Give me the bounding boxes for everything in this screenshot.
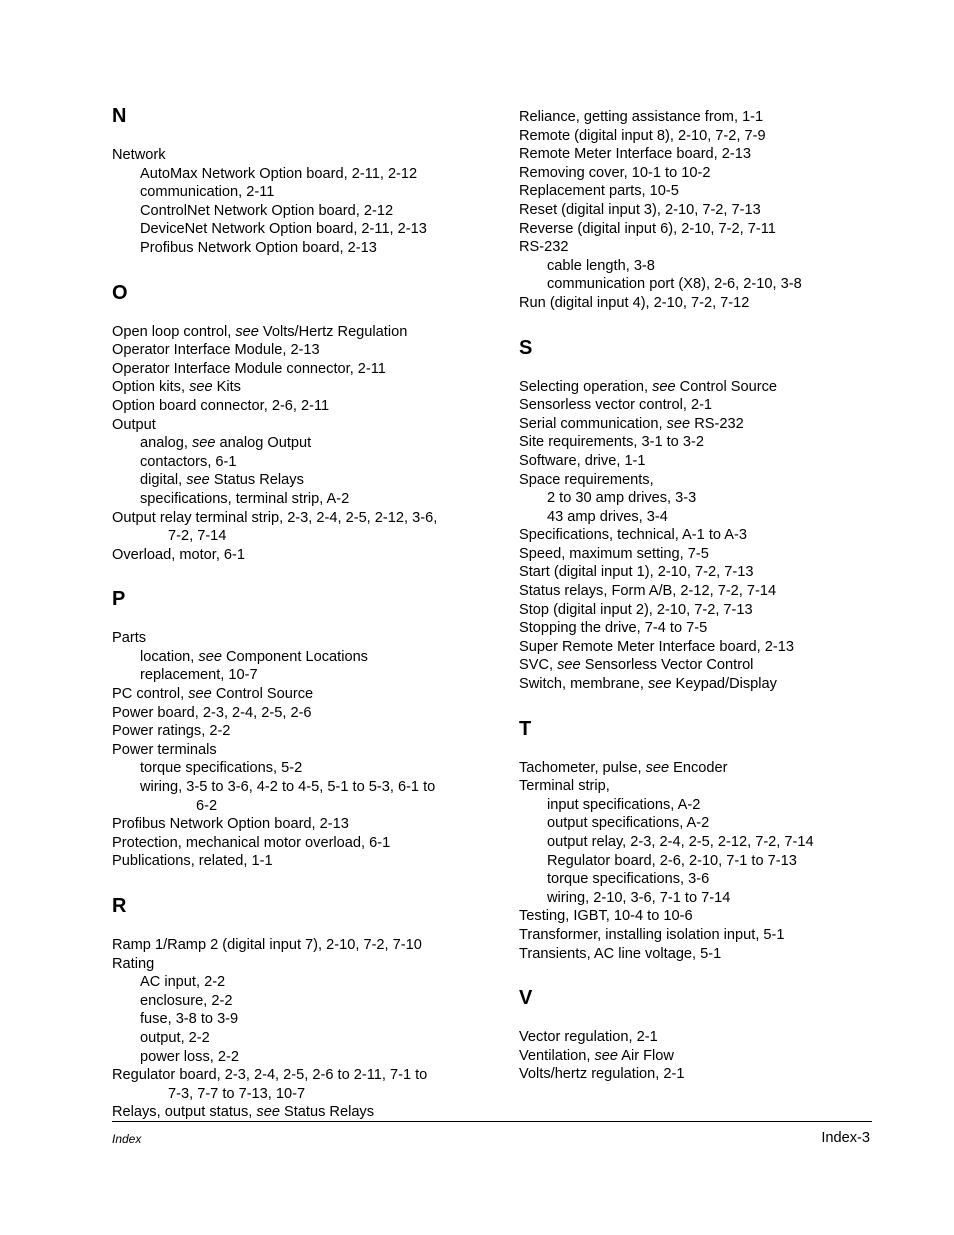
index-entry	[519, 471, 879, 490]
section-gap	[519, 963, 879, 986]
index-entry	[519, 638, 879, 657]
entry-text: Power terminals	[112, 741, 217, 758]
index-entry	[519, 145, 879, 164]
index-entry	[112, 629, 472, 648]
see-reference: see	[666, 415, 691, 432]
entry-text: output relay, 2-3, 2-4, 2-5, 2-12, 7-2, 7-14	[547, 834, 814, 850]
entry-text: Regulator board, 2-6, 2-10, 7-1 to 7-13	[547, 852, 797, 869]
index-entry	[519, 759, 879, 778]
index-entry	[112, 685, 472, 704]
entry-text: contactors, 6-1	[140, 453, 237, 470]
index-entry	[519, 164, 879, 183]
index-entry	[519, 926, 879, 945]
index-entry	[112, 704, 472, 723]
entry-text: RS-232	[519, 239, 569, 256]
entry-text: Space requirements,	[519, 471, 654, 488]
index-section	[519, 108, 879, 313]
entry-text: 43 amp drives, 3-4	[547, 508, 668, 525]
index-entry	[519, 1047, 879, 1066]
entry-text: communication port (X8), 2-6, 2-10, 3-8	[547, 276, 802, 293]
section-gap	[112, 871, 472, 894]
entry-text: Encoder	[669, 759, 728, 776]
index-subentry	[519, 489, 879, 508]
index-entry	[519, 1065, 879, 1084]
index-entry-continuation	[112, 797, 472, 816]
index-subentry	[519, 889, 879, 908]
footer-divider	[112, 1121, 872, 1122]
entry-text: Network	[112, 147, 166, 163]
entry-text: Reset (digital input 3), 2-10, 7-2, 7-13	[519, 201, 761, 218]
entry-text: Ventilation,	[519, 1047, 595, 1064]
see-reference: see	[647, 676, 672, 693]
entry-text: analog Output	[215, 435, 312, 452]
section-letter: V	[519, 987, 533, 1010]
index-subentry	[112, 471, 472, 490]
index-entry	[112, 397, 472, 416]
index-entry	[112, 509, 472, 528]
index-subentry	[112, 183, 472, 202]
index-subentry	[112, 434, 472, 453]
see-reference: see	[188, 686, 212, 703]
entry-text: 6-2	[196, 797, 218, 814]
entry-text: Output	[112, 416, 156, 433]
index-subentry	[519, 870, 879, 889]
entry-text: Volts/hertz regulation, 2-1	[519, 1066, 685, 1083]
entry-text: Replacement parts, 10-5	[519, 183, 679, 200]
entry-text: communication, 2-11	[140, 184, 275, 201]
index-section	[112, 104, 472, 258]
entry-text: Protection, mechanical motor overload, 6-1	[112, 834, 391, 851]
section-letter: N	[112, 105, 127, 127]
index-entry	[519, 675, 879, 694]
index-subentry	[112, 1010, 472, 1029]
index-entry	[519, 182, 879, 201]
index-subentry	[519, 796, 879, 815]
index-entry	[112, 834, 472, 853]
entry-text: Transformer, installing isolation input, 5-1	[519, 926, 785, 943]
entry-text: specifications, terminal strip, A-2	[140, 490, 350, 507]
entry-text: Keypad/Display	[671, 676, 777, 693]
index-subentry	[112, 992, 472, 1011]
entry-text: location,	[140, 648, 199, 665]
index-entry	[112, 1103, 472, 1122]
entry-text: Site requirements, 3-1 to 3-2	[519, 434, 704, 451]
entry-text: analog,	[140, 435, 192, 452]
index-subentry	[519, 852, 879, 871]
index-entry	[112, 146, 472, 165]
index-subentry	[112, 1048, 472, 1067]
index-entry	[519, 563, 879, 582]
see-reference: see	[652, 378, 676, 395]
index-section	[112, 281, 472, 565]
see-reference: see	[198, 648, 222, 665]
entry-text: Regulator board, 2-3, 2-4, 2-5, 2-6 to 2-11, 7-1 to	[112, 1067, 428, 1084]
entry-text: Transients, AC line voltage, 5-1	[519, 945, 722, 962]
entry-text: Vector regulation, 2-1	[519, 1029, 658, 1046]
entry-text: output, 2-2	[140, 1029, 210, 1046]
section-letter: O	[112, 281, 128, 304]
index-entry	[519, 238, 879, 257]
section-letter: T	[519, 717, 532, 740]
index-subentry	[519, 508, 879, 527]
footer-section-label: Index	[112, 1132, 142, 1146]
see-reference: see	[189, 379, 213, 396]
index-entry	[112, 323, 472, 342]
entry-text: Status relays, Form A/B, 2-12, 7-2, 7-14	[519, 583, 777, 600]
entry-text: 7-3, 7-7 to 7-13, 10-7	[168, 1085, 306, 1102]
entry-text: Serial communication,	[519, 415, 667, 432]
entry-text: Parts	[112, 630, 147, 647]
index-entry	[112, 741, 472, 760]
entry-text: Super Remote Meter Interface board, 2-13	[519, 638, 794, 655]
entry-text: Profibus Network Option board, 2-13	[112, 816, 349, 833]
entry-text: Speed, maximum setting, 7-5	[519, 545, 709, 562]
index-entry	[112, 546, 472, 565]
entry-text: torque specifications, 5-2	[140, 760, 303, 777]
entry-text: Relays, output status,	[112, 1104, 257, 1121]
index-entry	[519, 452, 879, 471]
entry-text: Control Source	[675, 378, 777, 395]
index-entry	[519, 378, 879, 397]
index-entry	[519, 220, 879, 239]
index-subentry	[112, 239, 472, 258]
entry-text: enclosure, 2-2	[140, 992, 233, 1009]
entry-text: Component Locations	[221, 648, 368, 665]
entry-text: Specifications, technical, A-1 to A-3	[519, 527, 747, 544]
entry-text: Selecting operation,	[519, 378, 653, 395]
see-reference: see	[191, 435, 216, 452]
entry-text: wiring, 2-10, 3-6, 7-1 to 7-14	[547, 889, 731, 906]
section-gap	[519, 694, 879, 717]
see-reference: see	[594, 1047, 618, 1064]
entry-text: Power ratings, 2-2	[112, 723, 231, 740]
index-entry	[519, 656, 879, 675]
section-gap	[519, 313, 879, 336]
index-entry	[112, 378, 472, 397]
index-entry	[519, 108, 879, 127]
entry-text: Testing, IGBT, 10-4 to 10-6	[519, 908, 693, 925]
entry-text: Software, drive, 1-1	[519, 452, 646, 469]
entry-text: Terminal strip,	[519, 778, 610, 795]
index-entry	[519, 545, 879, 564]
index-entry	[519, 396, 879, 415]
entry-text: Open loop control,	[112, 323, 236, 340]
index-subentry	[112, 1029, 472, 1048]
entry-text: Power board, 2-3, 2-4, 2-5, 2-6	[112, 704, 312, 721]
section-letter: R	[112, 895, 127, 917]
index-entry	[519, 294, 879, 313]
index-section	[519, 717, 879, 964]
index-subentry	[519, 814, 879, 833]
index-subentry	[112, 453, 472, 472]
index-section	[519, 986, 879, 1084]
footer-page-number: Index-3	[821, 1130, 870, 1146]
entry-text: Sensorless vector control, 2-1	[519, 397, 713, 414]
entry-text: Ramp 1/Ramp 2 (digital input 7), 2-10, 7-2, 7-10	[112, 937, 422, 953]
index-section	[519, 336, 879, 694]
index-entry	[112, 815, 472, 834]
entry-text: Overload, motor, 6-1	[112, 546, 246, 563]
index-entry	[519, 415, 879, 434]
index-entry	[112, 416, 472, 435]
index-entry	[519, 619, 879, 638]
index-subentry	[519, 833, 879, 852]
entry-text: Status Relays	[209, 472, 304, 489]
entry-text: digital,	[140, 472, 187, 489]
index-subentry	[112, 220, 472, 239]
index-column-right	[519, 108, 879, 1084]
index-entry	[519, 1028, 879, 1047]
index-entry	[519, 526, 879, 545]
index-subentry	[112, 759, 472, 778]
entry-text: DeviceNet Network Option board, 2-11, 2-13	[140, 221, 427, 238]
entry-text: ControlNet Network Option board, 2-12	[140, 202, 394, 219]
index-entry	[519, 582, 879, 601]
entry-text: Publications, related, 1-1	[112, 853, 273, 870]
entry-text: PC control,	[112, 686, 189, 703]
entry-text: Rating	[112, 955, 155, 972]
index-entry	[112, 955, 472, 974]
index-entry	[519, 777, 879, 796]
index-entry	[112, 341, 472, 360]
index-entry	[112, 722, 472, 741]
index-subentry	[519, 257, 879, 276]
index-entry	[112, 360, 472, 379]
index-subentry	[112, 490, 472, 509]
index-subentry	[112, 973, 472, 992]
index-subentry	[112, 666, 472, 685]
entry-text: 2 to 30 amp drives, 3-3	[547, 490, 697, 507]
entry-text: replacement, 10-7	[140, 667, 258, 684]
index-section	[112, 894, 472, 1122]
entry-text: input specifications, A-2	[547, 796, 701, 813]
entry-text: cable length, 3-8	[547, 257, 655, 274]
index-entry	[519, 433, 879, 452]
see-reference: see	[645, 759, 670, 776]
index-entry	[519, 907, 879, 926]
entry-text: SVC,	[519, 657, 558, 674]
entry-text: Stop (digital input 2), 2-10, 7-2, 7-13	[519, 601, 753, 618]
entry-text: AutoMax Network Option board, 2-11, 2-12	[140, 165, 418, 182]
section-gap	[112, 564, 472, 587]
entry-text: Operator Interface Module connector, 2-11	[112, 360, 386, 377]
entry-text: Option kits,	[112, 379, 190, 396]
index-entry	[112, 936, 472, 955]
entry-text: Remote Meter Interface board, 2-13	[519, 146, 751, 163]
see-reference: see	[557, 657, 581, 674]
index-subentry	[112, 648, 472, 667]
entry-text: Control Source	[211, 686, 314, 703]
entry-text: Start (digital input 1), 2-10, 7-2, 7-13	[519, 564, 754, 581]
entry-text: Operator Interface Module, 2-13	[112, 342, 320, 359]
index-entry-continuation	[112, 527, 472, 546]
index-entry	[112, 852, 472, 871]
see-reference: see	[256, 1104, 280, 1121]
entry-text: Run (digital input 4), 2-10, 7-2, 7-12	[519, 294, 750, 311]
entry-text: Sensorless Vector Control	[580, 657, 754, 674]
index-subentry	[112, 778, 472, 797]
entry-text: Reliance, getting assistance from, 1-1	[519, 109, 764, 125]
index-entry	[112, 1066, 472, 1085]
entry-text: Profibus Network Option board, 2-13	[140, 239, 377, 256]
entry-text: Reverse (digital input 6), 2-10, 7-2, 7-11	[519, 220, 776, 237]
entry-text: fuse, 3-8 to 3-9	[140, 1011, 239, 1028]
index-subentry	[519, 275, 879, 294]
entry-text: Output relay terminal strip, 2-3, 2-4, 2-5, 2-12, 3-6,	[112, 509, 438, 526]
index-entry-continuation	[112, 1085, 472, 1104]
entry-text: Remote (digital input 8), 2-10, 7-2, 7-9	[519, 127, 766, 144]
entry-text: Volts/Hertz Regulation	[258, 323, 408, 340]
see-reference: see	[235, 323, 259, 340]
entry-text: Removing cover, 10-1 to 10-2	[519, 164, 711, 181]
index-subentry	[112, 202, 472, 221]
entry-text: Tachometer, pulse,	[519, 759, 646, 776]
index-entry	[519, 601, 879, 620]
entry-text: Stopping the drive, 7-4 to 7-5	[519, 620, 708, 637]
entry-text: Option board connector, 2-6, 2-11	[112, 397, 330, 414]
index-entry	[519, 201, 879, 220]
entry-text: RS-232	[690, 415, 744, 432]
index-entry	[519, 945, 879, 964]
entry-text: wiring, 3-5 to 3-6, 4-2 to 4-5, 5-1 to 5-3, 6-1 to	[140, 779, 436, 796]
index-subentry	[112, 165, 472, 184]
entry-text: Kits	[212, 379, 241, 396]
index-entry	[519, 127, 879, 146]
section-letter: P	[112, 588, 126, 611]
entry-text: 7-2, 7-14	[168, 528, 227, 545]
entry-text: power loss, 2-2	[140, 1048, 239, 1065]
index-column-left	[112, 104, 472, 1122]
entry-text: AC input, 2-2	[140, 974, 226, 991]
entry-text: output specifications, A-2	[547, 815, 710, 832]
section-letter: S	[519, 336, 533, 359]
entry-text: Status Relays	[279, 1104, 375, 1121]
entry-text: Air Flow	[618, 1047, 674, 1064]
entry-text: Switch, membrane,	[519, 676, 648, 693]
see-reference: see	[186, 472, 210, 489]
section-gap	[112, 258, 472, 281]
entry-text: torque specifications, 3-6	[547, 871, 710, 888]
index-section	[112, 587, 472, 871]
